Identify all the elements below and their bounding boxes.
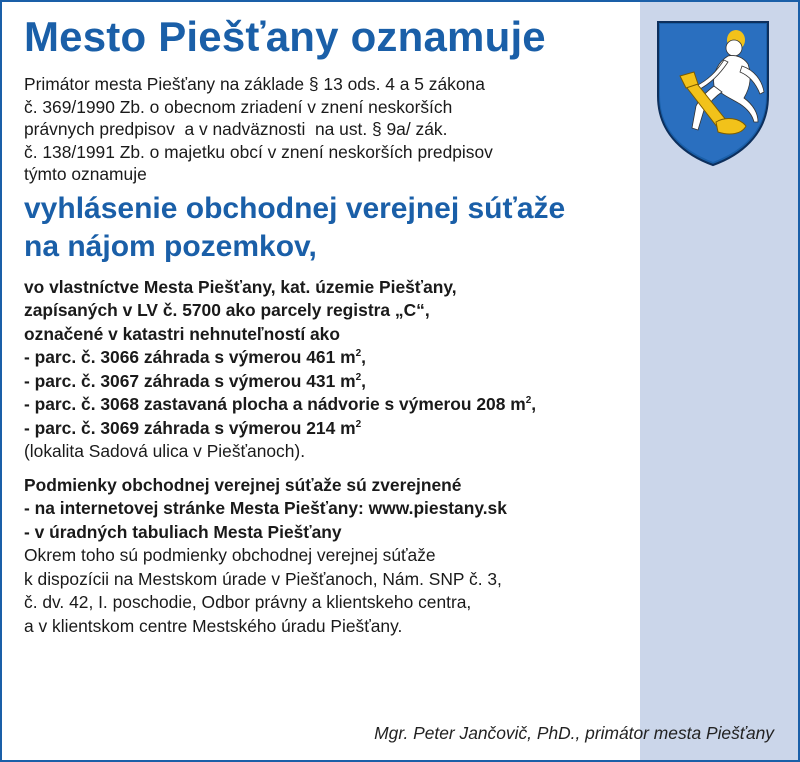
conditions-website: - na internetovej stránke Mesta Piešťany: www.piestany.sk (24, 498, 507, 519)
conditions-line: Okrem toho sú podmienky obchodnej verejnej súťaže (24, 545, 436, 566)
conditions-line: č. dv. 42, I. poschodie, Odbor právny a klientskeho centra, (24, 592, 472, 613)
headline-line: vyhlásenie obchodnej verejnej súťaže (24, 191, 566, 225)
headline (24, 190, 800, 266)
parcel-list (24, 346, 800, 440)
intro-paragraph (24, 73, 800, 186)
signature: Mgr. Peter Jančovič, PhD., primátor mesta Piešťany (374, 723, 774, 743)
conditions-line: k dispozícii na Mestskom úrade v Piešťanoch, Nám. SNP č. 3, (24, 568, 502, 589)
ownership-line: vo vlastníctve Mesta Piešťany, kat. územie Piešťany, (24, 276, 457, 297)
page-title: Mesto Piešťany oznamuje (24, 13, 546, 60)
intro-line: Primátor mesta Piešťany na základe § 13 ods. 4 a 5 zákona (24, 74, 485, 94)
conditions-block (24, 474, 800, 639)
intro-line: právnych predpisov a v nadväznosti na ust. § 9a/ zák. (24, 119, 448, 140)
intro-line: týmto oznamuje (24, 164, 147, 185)
intro-line: č. 369/1990 Zb. o obecnom zriadení v znení neskorších (24, 96, 453, 117)
conditions-boards: - v úradných tabuliach Mesta Piešťany (24, 521, 342, 542)
conditions-line: a v klientskom centre Mestského úradu Piešťany. (24, 615, 403, 636)
headline-line: na nájom pozemkov, (24, 229, 317, 263)
parcel-item: - parc. č. 3067 záhrada s výmerou 431 $m^2$, (24, 370, 366, 391)
parcel-item: - parc. č. 3069 záhrada s výmerou 214 $m^2$ (24, 417, 362, 438)
parcel-item: - parc. č. 3066 záhrada s výmerou 461 $m^2$, (24, 347, 366, 368)
ownership-line: zapísaných v LV č. 5700 ako parcely registra „C“, (24, 300, 430, 321)
conditions-heading: Podmienky obchodnej verejnej súťaže sú zverejnené (24, 474, 462, 495)
ownership-block (24, 276, 800, 347)
locality-note: (lokalita Sadová ulica v Piešťanoch). (24, 441, 306, 462)
parcel-item: - parc. č. 3068 zastavaná plocha a nádvorie s výmerou 208 $m^2$, (24, 394, 537, 415)
notice-content (24, 8, 800, 638)
intro-line: č. 138/1991 Zb. o majetku obcí v znení neskorších predpisov (24, 141, 493, 162)
ownership-line: označené v katastri nehnuteľností ako (24, 323, 340, 344)
